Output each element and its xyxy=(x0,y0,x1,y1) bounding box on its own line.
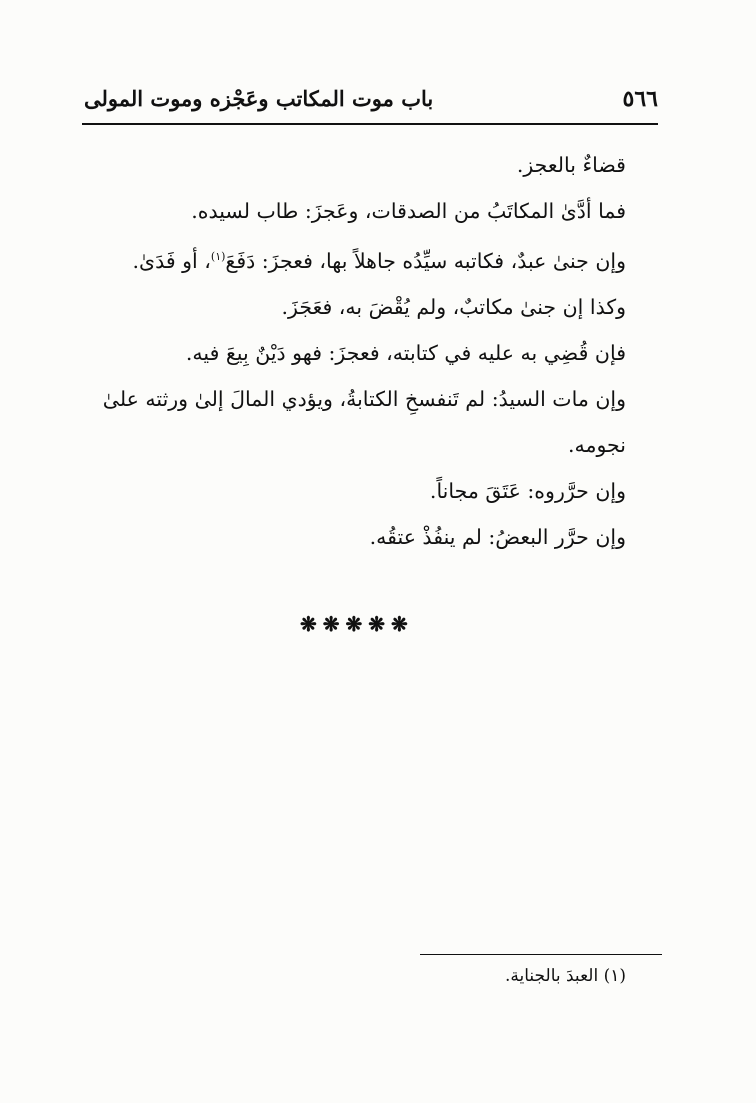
text-segment: ، أو فَدَىٰ. xyxy=(132,248,211,273)
text-line: وإن مات السيدُ: لم تَنفسخِ الكتابةُ، ويؤدي المالَ إلىٰ ورثته علىٰ xyxy=(102,386,626,411)
main-text xyxy=(80,142,626,560)
page-header xyxy=(82,84,658,124)
text-line xyxy=(80,234,626,284)
footnote: (١) العبدَ بالجناية. xyxy=(504,966,626,986)
text-line: وكذا إن جنىٰ مكاتبٌ، ولم يُقْضَ به، فعَجَزَ. xyxy=(281,294,626,319)
text-line: فإن قُضِي به عليه في كتابته، فعجزَ: فهو دَيْنٌ بِيعَ فيه. xyxy=(185,340,626,365)
footnote-rule xyxy=(420,954,662,955)
text-line: فما أدَّىٰ المكاتَبُ من الصدقات، وعَجزَ: طاب لسيده. xyxy=(191,199,626,223)
text-line: وإن حرَّر البعضُ: لم ينفُذْ عتقُه. xyxy=(369,524,626,549)
section-separator: ❋❋❋❋❋ xyxy=(300,612,414,636)
footnote-marker[interactable]: (١) xyxy=(210,250,226,263)
text-segment: وإن جنىٰ عبدٌ، فكاتبه سيِّدُه جاهلاً بها، فعجزَ: دَفَعَ xyxy=(225,248,626,273)
text-line: نجومه. xyxy=(567,432,626,457)
text-line: قضاءٌ بالعجز. xyxy=(516,153,626,177)
running-title: باب موت المكاتب وعَجْزه وموت المولى xyxy=(84,86,434,111)
text-line: وإن حرَّروه: عَتَقَ مجاناً. xyxy=(429,478,626,503)
page-number: ٥٦٦ xyxy=(622,86,658,112)
header-rule xyxy=(82,123,658,125)
